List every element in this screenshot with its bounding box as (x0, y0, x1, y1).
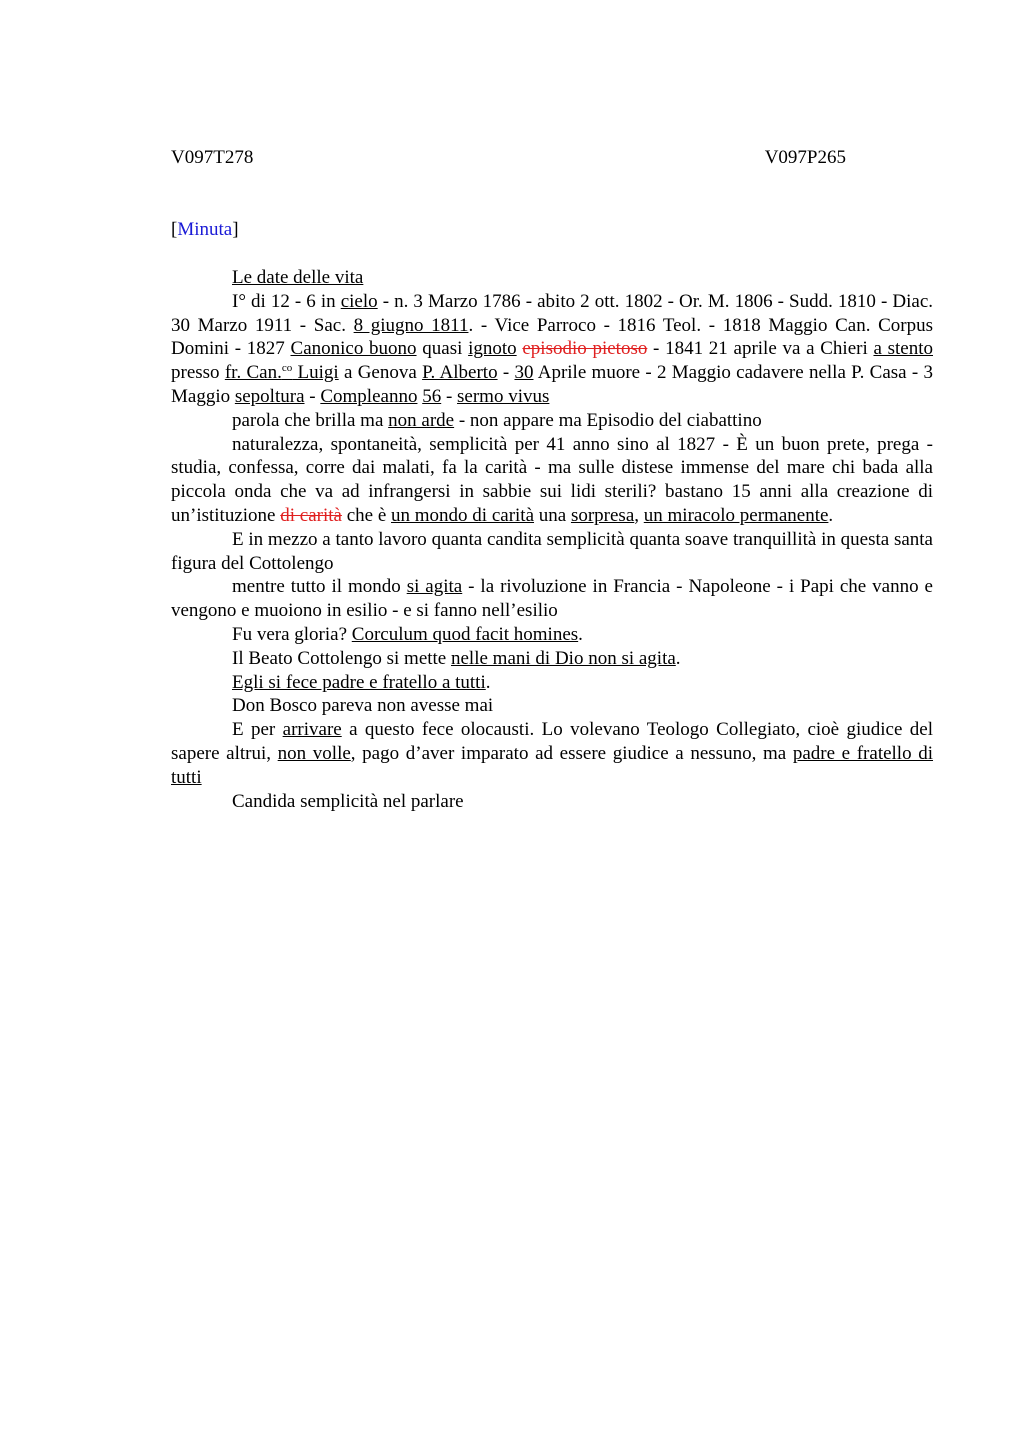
underlined-text: non arde (388, 409, 455, 431)
page-header (171, 146, 846, 170)
underlined-text: P. Alberto (422, 362, 498, 384)
text-run: Don Bosco pareva non avesse mai (232, 695, 494, 717)
underlined-text: Canonico buono (290, 338, 417, 360)
text-run: - la rivoluzione in Francia - Napoleone - i Papi che vanno e vengono e muoiono in esilio - e si fanno nell’esilio (171, 576, 933, 622)
text-run: , pago d’aver imparato ad essere giudice a nessuno, ma (350, 742, 793, 764)
text-run: - n. 3 Marzo 1786 - abito 2 ott. 1802 - Or. M. 1806 - Sudd. 1810 - Diac. 30 Marzo 1911 - Sac. (171, 290, 934, 336)
underlined-text: nelle mani di Dio non si agita (451, 647, 676, 669)
underlined-text: 30 (514, 362, 534, 384)
paragraph-don-bosco (171, 694, 933, 718)
underlined-text: padre e fratello di tutti (171, 742, 934, 788)
text-run: . (828, 504, 834, 526)
underlined-text (225, 362, 339, 383)
text-run: I° di 12 - 6 in (232, 290, 341, 312)
text-run: . - Vice Parroco - 1816 Teol. - 1818 Maggio Can. Corpus Domini - 1827 (171, 314, 933, 360)
minuta-text: Minuta (177, 219, 233, 240)
paragraph-gloria (171, 623, 933, 647)
document-body (171, 266, 933, 813)
text-run: E per (232, 719, 283, 741)
paragraph-mentre (171, 575, 933, 623)
underlined-text: cielo (340, 290, 378, 312)
text-run: - (304, 385, 321, 407)
deleted-text: di carità (280, 504, 342, 526)
text-run: . (675, 647, 681, 669)
underlined-text: 8 giugno 1811 (353, 314, 469, 336)
paragraph-in-mezzo (171, 528, 933, 576)
underlined-text: sorpresa (570, 504, 635, 526)
underlined-text: Egli si fece padre e fratello a tutti (232, 671, 486, 693)
text-run: - 1841 21 aprile va a Chieri (647, 338, 874, 360)
left-reference-code: V097T278 (171, 147, 254, 168)
paragraph-padre (171, 671, 933, 695)
text-run: a questo fece olocausti. Lo volevano Teologo Collegiato, cioè giudice del sapere altrui, (171, 719, 933, 764)
text-run: . (485, 671, 491, 693)
underlined-text: un miracolo permanente (643, 504, 829, 526)
text-run: - (441, 385, 458, 407)
text-run: a Genova (338, 362, 423, 384)
underlined-text: 56 (422, 385, 442, 407)
bracket-open: [ (171, 219, 178, 240)
underlined-text: Corculum quod facit homines (351, 623, 579, 645)
text-run: - (497, 362, 515, 384)
text-run: Il Beato Cottolengo si mette (232, 647, 451, 669)
underlined-text: un mondo di carità (391, 504, 535, 526)
underlined-text: arrivare (282, 719, 342, 741)
text-run: fr. Can. (224, 362, 282, 384)
underlined-text: sermo vivus (457, 385, 550, 407)
paragraph-parola (171, 409, 933, 433)
text-run: quasi (416, 338, 469, 360)
underlined-text: ignoto (468, 338, 517, 360)
underlined-text: a stento (873, 338, 933, 360)
right-reference-code: V097P265 (764, 147, 846, 168)
paragraph-arrivare (171, 718, 933, 789)
text-run: Fu vera gloria? (232, 623, 352, 645)
text-run: Luigi (292, 362, 339, 384)
text-run: mentre tutto il mondo (232, 576, 407, 598)
underlined-text: sepoltura (234, 385, 305, 407)
text-run: , (634, 504, 644, 526)
paragraph-title (171, 266, 933, 290)
superscript: co (281, 362, 293, 375)
paragraph-dates (171, 290, 933, 409)
underlined-text: si agita (406, 576, 463, 598)
underlined-text: non volle (277, 742, 351, 764)
text-run: parola che brilla ma (232, 409, 389, 431)
text-run: - non appare ma Episodio del ciabattino (454, 409, 762, 431)
underlined-text: Compleanno (320, 385, 418, 407)
text-run: che è (341, 504, 392, 526)
paragraph-beato (171, 647, 933, 671)
deleted-text: episodio pietoso (522, 338, 648, 360)
text-run: Aprile muore - 2 Maggio cadavere nella P. Casa - 3 Maggio (171, 362, 933, 407)
minuta-label (171, 218, 239, 242)
text-run: . (578, 623, 583, 645)
text-run: presso (171, 362, 225, 384)
text-run: naturalezza, spontaneità, semplicità per 41 anno sino al 1827 - È un buon prete, prega - studia, confessa, corre dai malati, fa la carità - ma sulle distese immense del mare chi bada alla piccola onda che va ad infrangersi in sabbie sui lidi sterili? bastano 15 anni alla creazione di un’istituzione (171, 433, 933, 526)
paragraph-naturalezza (171, 433, 933, 528)
paragraph-candida (171, 790, 933, 814)
bracket-close: ] (232, 219, 239, 240)
text-run: Candida semplicità nel parlare (232, 790, 464, 812)
text-run: E in mezzo a tanto lavoro quanta candita semplicità quanta soave tranquillità in questa santa figura del Cottolengo (171, 528, 933, 574)
title-text: Le date delle vita (232, 267, 364, 288)
text-run: una (534, 504, 571, 526)
